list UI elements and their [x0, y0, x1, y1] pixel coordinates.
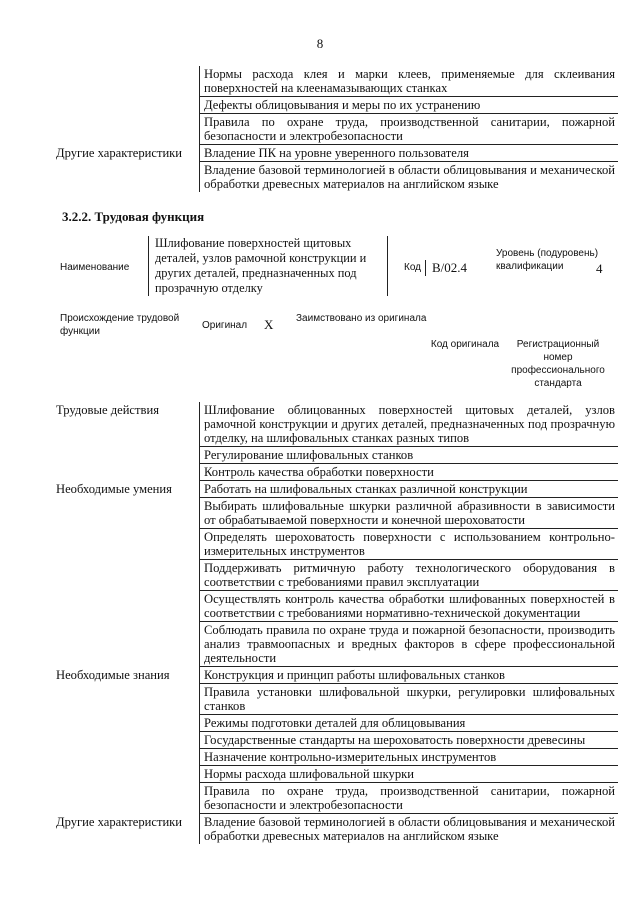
row-item: Назначение контрольно-измерительных инструментов — [200, 749, 619, 766]
original-mark: X — [264, 317, 274, 332]
row-item: Соблюдать правила по охране труда и пожарной безопасности, производить анализ травмоопасных и вредных факторов в сфере профессиональной деятельности — [200, 622, 619, 667]
row-label: Другие характеристики — [52, 814, 200, 845]
name-label: Наименование — [60, 262, 130, 273]
spec-table — [52, 402, 618, 844]
top-table — [52, 66, 618, 192]
registration-number-label: Регистрационный номер профессионального стандарта — [511, 339, 605, 389]
row-item: Конструкция и принцип работы шлифовальных станков — [200, 667, 619, 684]
row-item: Работать на шлифовальных станках различной конструкции — [200, 481, 619, 498]
origin-label: Происхождение трудовой функции — [60, 313, 180, 337]
row-item: Нормы расхода клея и марки клеев, применяемые для склеивания поверхностей на клеенамазывающих станках — [200, 66, 619, 97]
qualification-level-value: 4 — [596, 261, 603, 276]
row-item: Нормы расхода шлифовальной шкурки — [200, 766, 619, 783]
qualification-level-label: Уровень (подуровень) квалификации — [496, 248, 599, 272]
page-number: 8 — [316, 36, 324, 51]
original-code-label: Код оригинала — [430, 339, 500, 350]
code-label: Код — [404, 262, 422, 273]
row-label: Необходимые умения — [52, 481, 200, 667]
main-table — [52, 402, 618, 844]
function-name: Шлифование поверхностей щитовых деталей, узлов рамочной конструкции и других деталей, предназначенных под прозрачную отделку — [148, 236, 388, 296]
row-item: Выбирать шлифовальные шкурки различной абразивности в зависимости от обрабатываемой поверхности и конечной шероховатости — [200, 498, 619, 529]
row-item: Поддерживать ритмичную работу технологического оборудования в соответствии с требованиями правил эксплуатации — [200, 560, 619, 591]
row-item: Государственные стандарты на шероховатость поверхности древесины — [200, 732, 619, 749]
table-row — [52, 402, 618, 447]
row-item: Осуществлять контроль качества обработки шлифованных поверхностей в соответствии с требованиями нормативно-технической документации — [200, 591, 619, 622]
row-item: Правила по охране труда, производственной санитарии, пожарной безопасности и электробезопасности — [200, 114, 619, 145]
spec-table — [52, 66, 618, 192]
row-item: Режимы подготовки деталей для облицовывания — [200, 715, 619, 732]
row-item: Правила по охране труда, производственной санитарии, пожарной безопасности и электробезопасности — [200, 783, 619, 814]
row-item: Контроль качества обработки поверхности — [200, 464, 619, 481]
row-item: Владение базовой терминологией в области облицовывания и механической обработки древесных материалов на английском языке — [204, 163, 615, 191]
table-row — [52, 66, 618, 97]
table-row — [52, 814, 618, 845]
row-item: Владение ПК на уровне уверенного пользователя — [200, 145, 619, 162]
row-item: Определять шероховатость поверхности с использованием контрольно-измерительных инструментов — [200, 529, 619, 560]
borrowed-label: Заимствовано из оригинала — [296, 313, 427, 324]
original-label: Оригинал — [202, 320, 248, 331]
row-label: Необходимые знания — [52, 667, 200, 814]
row-item: Регулирование шлифовальных станков — [200, 447, 619, 464]
row-item: Владение базовой терминологией в области облицовывания и механической обработки древесных материалов на английском языке — [200, 814, 619, 845]
section-heading: 3.2.2. Трудовая функция — [62, 209, 205, 224]
row-item: Шлифование облицованных поверхностей щитовых деталей, узлов рамочной конструкции и других деталей, предназначенных под прозрачную отделку, на шлифовальных станках разных типов — [200, 402, 619, 447]
table-row — [52, 667, 618, 684]
function-code: B/02.4 — [425, 260, 467, 276]
row-label: Трудовые действия — [52, 402, 200, 481]
row-label — [52, 66, 200, 145]
table-row — [52, 481, 618, 498]
row-item: Правила установки шлифовальной шкурки, регулировки шлифовальных станков — [200, 684, 619, 715]
row-item: Дефекты облицовывания и меры по их устранению — [200, 97, 619, 114]
row-label: Другие характеристики — [52, 145, 200, 193]
table-row — [52, 145, 618, 162]
